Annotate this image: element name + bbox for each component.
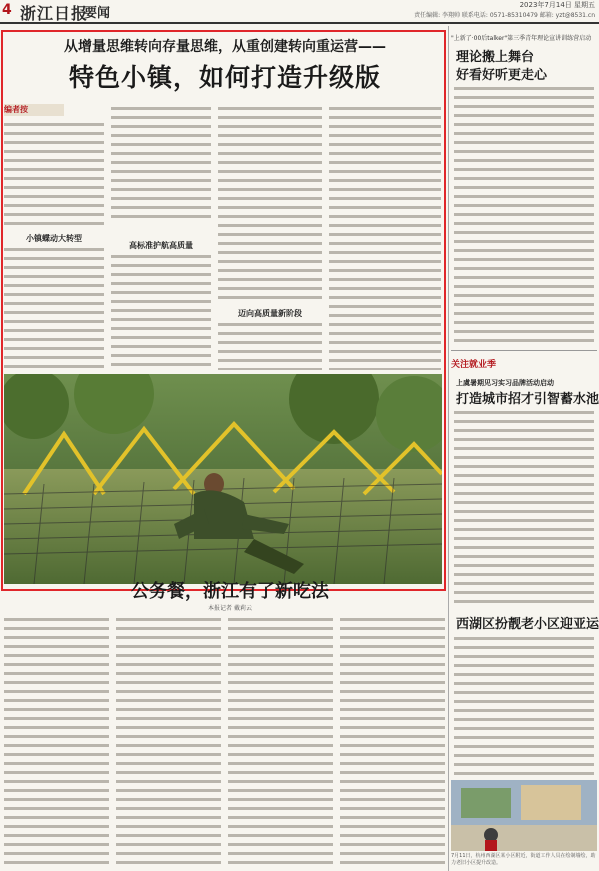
lower-text-column-1	[4, 615, 109, 865]
article-text-column-4	[329, 104, 441, 370]
right-title-line-1: 理论搬上舞台	[456, 50, 535, 65]
column-divider	[448, 26, 449, 871]
lower-text-column-3	[228, 615, 333, 865]
main-photo	[4, 374, 442, 584]
right-divider	[451, 350, 597, 351]
lower-article-byline: 本报记者 戴莉云	[208, 605, 252, 612]
editor-line: 责任编辑: 李翔帅 联系电话: 0571-85310479 邮箱: yzt@8531.cn	[414, 12, 595, 19]
article-text-column-1a	[4, 120, 104, 228]
right-text-block-3	[454, 634, 594, 776]
subhead-3: 迈向高质量新阶段	[238, 309, 302, 318]
right-text-block-2	[454, 408, 594, 606]
right-kicker: "上新了·00后talker"第三季青年理论宣讲训练营启动	[451, 35, 592, 42]
mural-photo-illustration	[451, 780, 597, 851]
lower-text-column-4	[340, 615, 445, 865]
training-photo-illustration	[4, 374, 442, 584]
right-small-head: 上虞暑期见习实习品牌活动启动	[456, 379, 554, 387]
subhead-1: 小镇蝶动大转型	[26, 234, 82, 243]
subhead-2: 高标准护航高质量	[129, 241, 193, 250]
lower-text-column-2	[116, 615, 221, 865]
article-text-column-2a	[111, 104, 211, 221]
article-text-column-2b	[111, 252, 211, 370]
right-title-line-2: 好看好听更走心	[456, 68, 548, 83]
editor-note-tag: 编者按	[4, 104, 64, 116]
right-big-head: 打造城市招才引智蓄水池	[456, 392, 599, 407]
article-subtitle: 从增量思维转向存量思维，从重创建转向重运营——	[64, 39, 386, 55]
right-head-3: 西湖区扮靓老小区迎亚运	[456, 617, 599, 632]
section-name: 要闻	[84, 6, 111, 21]
date-line: 2023年7月14日 星期五	[519, 1, 595, 9]
paper-name: 浙江日报	[20, 4, 89, 23]
right-photo	[451, 780, 597, 851]
article-text-column-1b	[4, 245, 104, 370]
article-text-column-3a	[218, 104, 322, 300]
right-photo-caption: 7月11日，杭州西湖区某小区附近，街道工作人员在绘制墙绘，助力老旧小区提升改造。	[451, 853, 596, 866]
page-number: 4	[2, 2, 12, 18]
article-title: 特色小镇，如何打造升级版	[68, 63, 381, 92]
right-text-block-1	[454, 84, 594, 346]
lower-article-title: 公务餐，浙江有了新吃法	[131, 581, 329, 602]
article-text-column-3b	[218, 320, 322, 370]
section-tag: 关注就业季	[451, 360, 497, 370]
